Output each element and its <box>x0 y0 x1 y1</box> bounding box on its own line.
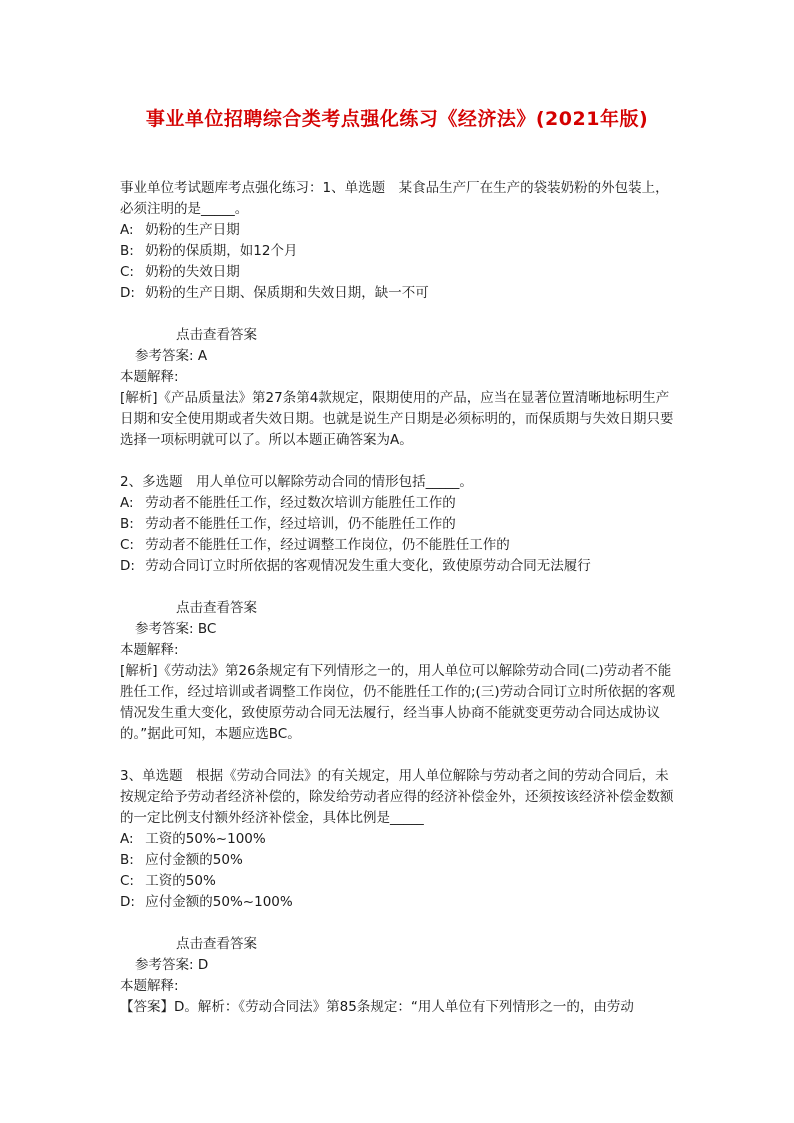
option-label: A: <box>120 222 134 238</box>
reference-answer: 参考答案: BC <box>135 621 217 637</box>
question-2 <box>120 472 676 745</box>
option-text: 奶粉的生产日期、保质期和失效日期，缺一不可 <box>145 285 429 301</box>
option-label: C: <box>120 264 134 280</box>
explanation-text: 【答案】D。解析：《劳动合同法》第85条规定：“用人单位有下列情形之一的，由劳动 <box>120 999 634 1015</box>
option-a <box>120 829 676 850</box>
option-text: 工资的50%~100% <box>145 831 266 847</box>
explanation-label: 本题解释: <box>120 369 179 385</box>
option-label: A: <box>120 831 134 847</box>
option-text: 劳动者不能胜任工作，经过调整工作岗位，仍不能胜任工作的 <box>145 537 510 553</box>
option-a <box>120 493 676 514</box>
show-answer-link[interactable]: 点击查看答案 <box>176 936 257 952</box>
option-text: 奶粉的保质期，如12个月 <box>145 243 298 259</box>
option-text: 劳动合同订立时所依据的客观情况发生重大变化，致使原劳动合同无法履行 <box>145 558 591 574</box>
option-c <box>120 262 676 283</box>
document-body <box>120 178 676 1018</box>
question-stem: 3、单选题 根据《劳动合同法》的有关规定，用人单位解除与劳动者之间的劳动合同后，未按规定给予劳动者经济补偿的，除发给劳动者应得的经济补偿金外，还须按该经济补偿金数额的一定比例支付额外经济补偿金，具体比例是_____ <box>120 768 674 826</box>
show-answer-link[interactable]: 点击查看答案 <box>176 600 257 616</box>
option-label: D: <box>120 558 135 574</box>
explanation-label: 本题解释: <box>120 978 179 994</box>
option-label: B: <box>120 852 134 868</box>
explanation-text: [解析]《劳动法》第26条规定有下列情形之一的，用人单位可以解除劳动合同(二)劳动者不能胜任工作，经过培训或者调整工作岗位，仍不能胜任工作的;(三)劳动合同订立时所依据的客观情况发生重大变化，致使原劳动合同无法履行，经当事人协商不能就变更劳动合同达成协议的。”据此可知，本题应选BC。 <box>120 663 676 742</box>
option-text: 劳动者不能胜任工作，经过培训，仍不能胜任工作的 <box>145 516 456 532</box>
option-text: 工资的50% <box>145 873 216 889</box>
question-stem: 事业单位考试题库考点强化练习：1、单选题 某食品生产厂在生产的袋装奶粉的外包装上，必须注明的是_____。 <box>120 180 669 217</box>
option-d <box>120 283 676 304</box>
option-label: B: <box>120 243 134 259</box>
show-answer-link[interactable]: 点击查看答案 <box>176 327 257 343</box>
option-text: 应付金额的50% <box>145 852 243 868</box>
document-title: 事业单位招聘综合类考点强化练习《经济法》(2021年版) <box>145 108 649 130</box>
option-label: A: <box>120 495 134 511</box>
option-c <box>120 871 676 892</box>
option-a <box>120 220 676 241</box>
option-label: C: <box>120 537 134 553</box>
reference-answer: 参考答案: A <box>135 348 208 364</box>
option-d <box>120 892 676 913</box>
question-3 <box>120 766 676 1018</box>
option-text: 劳动者不能胜任工作，经过数次培训方能胜任工作的 <box>145 495 456 511</box>
option-label: B: <box>120 516 134 532</box>
option-text: 奶粉的失效日期 <box>145 264 240 280</box>
explanation-text: [解析]《产品质量法》第27条第4款规定，限期使用的产品，应当在显著位置清晰地标明生产日期和安全使用期或者失效日期。也就是说生产日期是必须标明的，而保质期与失效日期只要选择一项标明就可以了。所以本题正确答案为A。 <box>120 390 674 448</box>
reference-answer: 参考答案: D <box>135 957 209 973</box>
option-d <box>120 556 676 577</box>
option-c <box>120 535 676 556</box>
option-text: 奶粉的生产日期 <box>145 222 240 238</box>
option-label: D: <box>120 285 135 301</box>
option-text: 应付金额的50%~100% <box>145 894 293 910</box>
option-b <box>120 241 676 262</box>
question-stem: 2、多选题 用人单位可以解除劳动合同的情形包括_____。 <box>120 474 473 490</box>
option-label: C: <box>120 873 134 889</box>
option-b <box>120 850 676 871</box>
question-1 <box>120 178 676 451</box>
option-label: D: <box>120 894 135 910</box>
explanation-label: 本题解释: <box>120 642 179 658</box>
option-b <box>120 514 676 535</box>
